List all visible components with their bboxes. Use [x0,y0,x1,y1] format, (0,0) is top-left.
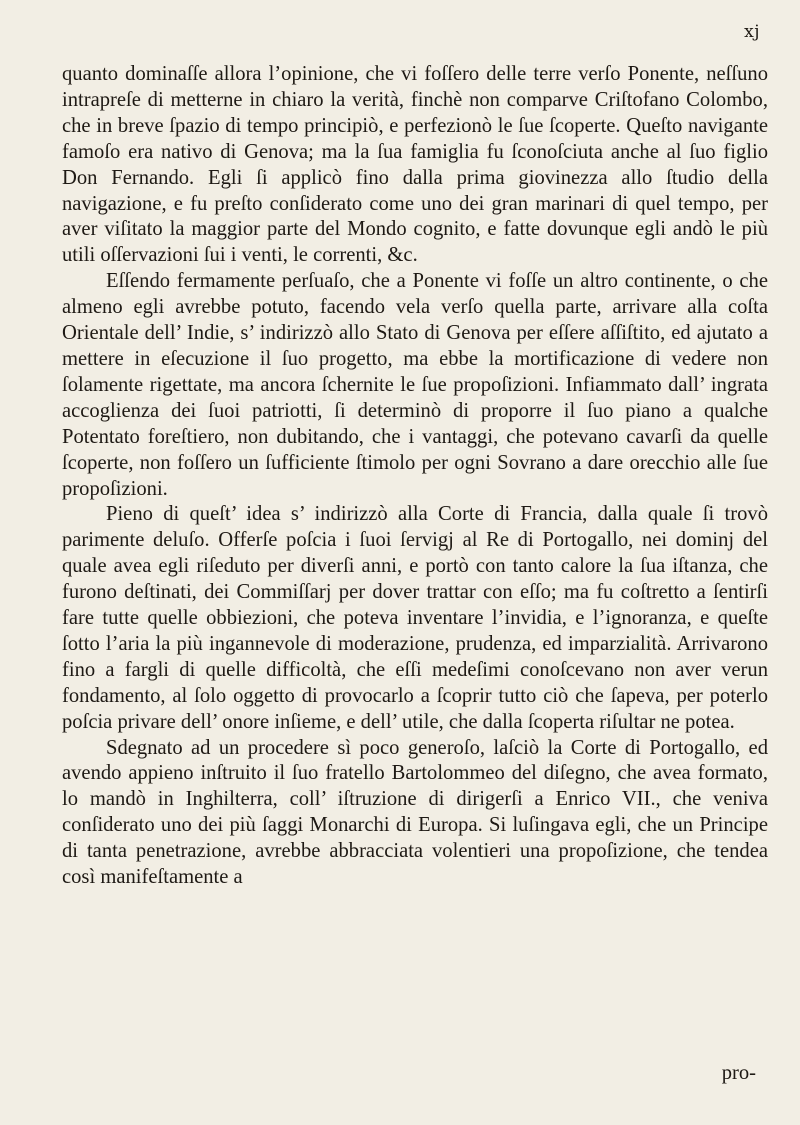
page-number: xj [744,22,760,42]
catchword: pro- [721,1062,756,1084]
paragraph-4: Sdegnato ad un procedere sì poco generoſo, laſciò la Corte di Portogallo, ed avendo appieno inſtruito il ſuo fratello Bartolommeo del diſegno, che avea formato, lo mandò in Inghilterra, coll’ iſtruzione di dirigerſi a Enrico VII., che veniva conſiderato uno dei più ſaggi Monarchi di Europa. Si luſingava egli, che un Principe di tanta penetrazione, avrebbe abbracciata volentieri una propoſizione, che tendea così manifeſtamente a [62,736,768,889]
body-text [62,62,768,891]
paragraph-2: Eſſendo fermamente perſuaſo, che a Ponente vi foſſe un altro continente, o che almeno egli avrebbe potuto, facendo vela verſo quella parte, arrivare alla coſta Orientale dell’ Indie, s’ indirizzò allo Stato di Genova per eſſere aſſiſtito, ed ajutato a mettere in eſecuzione il ſuo progetto, ma ebbe la mortificazione di vedere non ſolamente rigettate, ma ancora ſchernite le ſue propoſizioni. Infiammato dall’ ingrata accoglienza dei ſuoi patriotti, ſi determinò di proporre il ſuo piano a qualche Potentato foreſtiero, non dubitando, che i vantaggi, che potevano cavarſi da quelle ſcoperte, non foſſero un ſufficiente ſtimolo per ogni Sovrano a dare orecchio alle ſue propoſizioni. [62,270,768,500]
paragraph-3: Pieno di queſt’ idea s’ indirizzò alla Corte di Francia, dalla quale ſi trovò parimente deluſo. Offerſe poſcia i ſuoi ſervigj al Re di Portogallo, nei dominj del quale avea egli riſeduto per diverſi anni, e portò con tanto calore la ſua iſtanza, che furono deſtinati, dei Commiſſarj per dover trattar con eſſo; ma fu coſtretto a ſentirſi fare tutte quelle obbiezioni, che poteva inventare l’invidia, e l’ignoranza, e queſte ſotto l’aria la più ingannevole di moderazione, prudenza, ed imparzialità. Arrivarono fino a fargli di quelle difficoltà, che eſſi medeſimi conoſcevano non aver verun fondamento, al ſolo oggetto di provocarlo a ſcoprir tutto ciò che ſapeva, per poterlo poſcia privare dell’ onore inſieme, e dell’ utile, che dalla ſcoperta riſultar ne potea. [62,503,768,733]
paragraph-1: quanto dominaſſe allora l’opinione, che vi foſſero delle terre verſo Ponente, neſſuno intrapreſe di metterne in chiaro la verità, finchè non comparve Criſtofano Colombo, che in breve ſpazio di tempo principiò, e perfezionò le ſue ſcoperte. Queſto navigante famoſo era nativo di Genova; ma la ſua famiglia fu ſconoſciuta anche al ſuo figlio Don Fernando. Egli ſi applicò fino dalla prima giovinezza allo ſtudio della navigazione, e fu preſto conſiderato come uno dei gran marinari di quel tempo, per aver viſitato la maggior parte del Mondo cognito, e fatte dovunque egli andò le più utili oſſervazioni ſui i venti, le correnti, &c. [62,63,768,267]
